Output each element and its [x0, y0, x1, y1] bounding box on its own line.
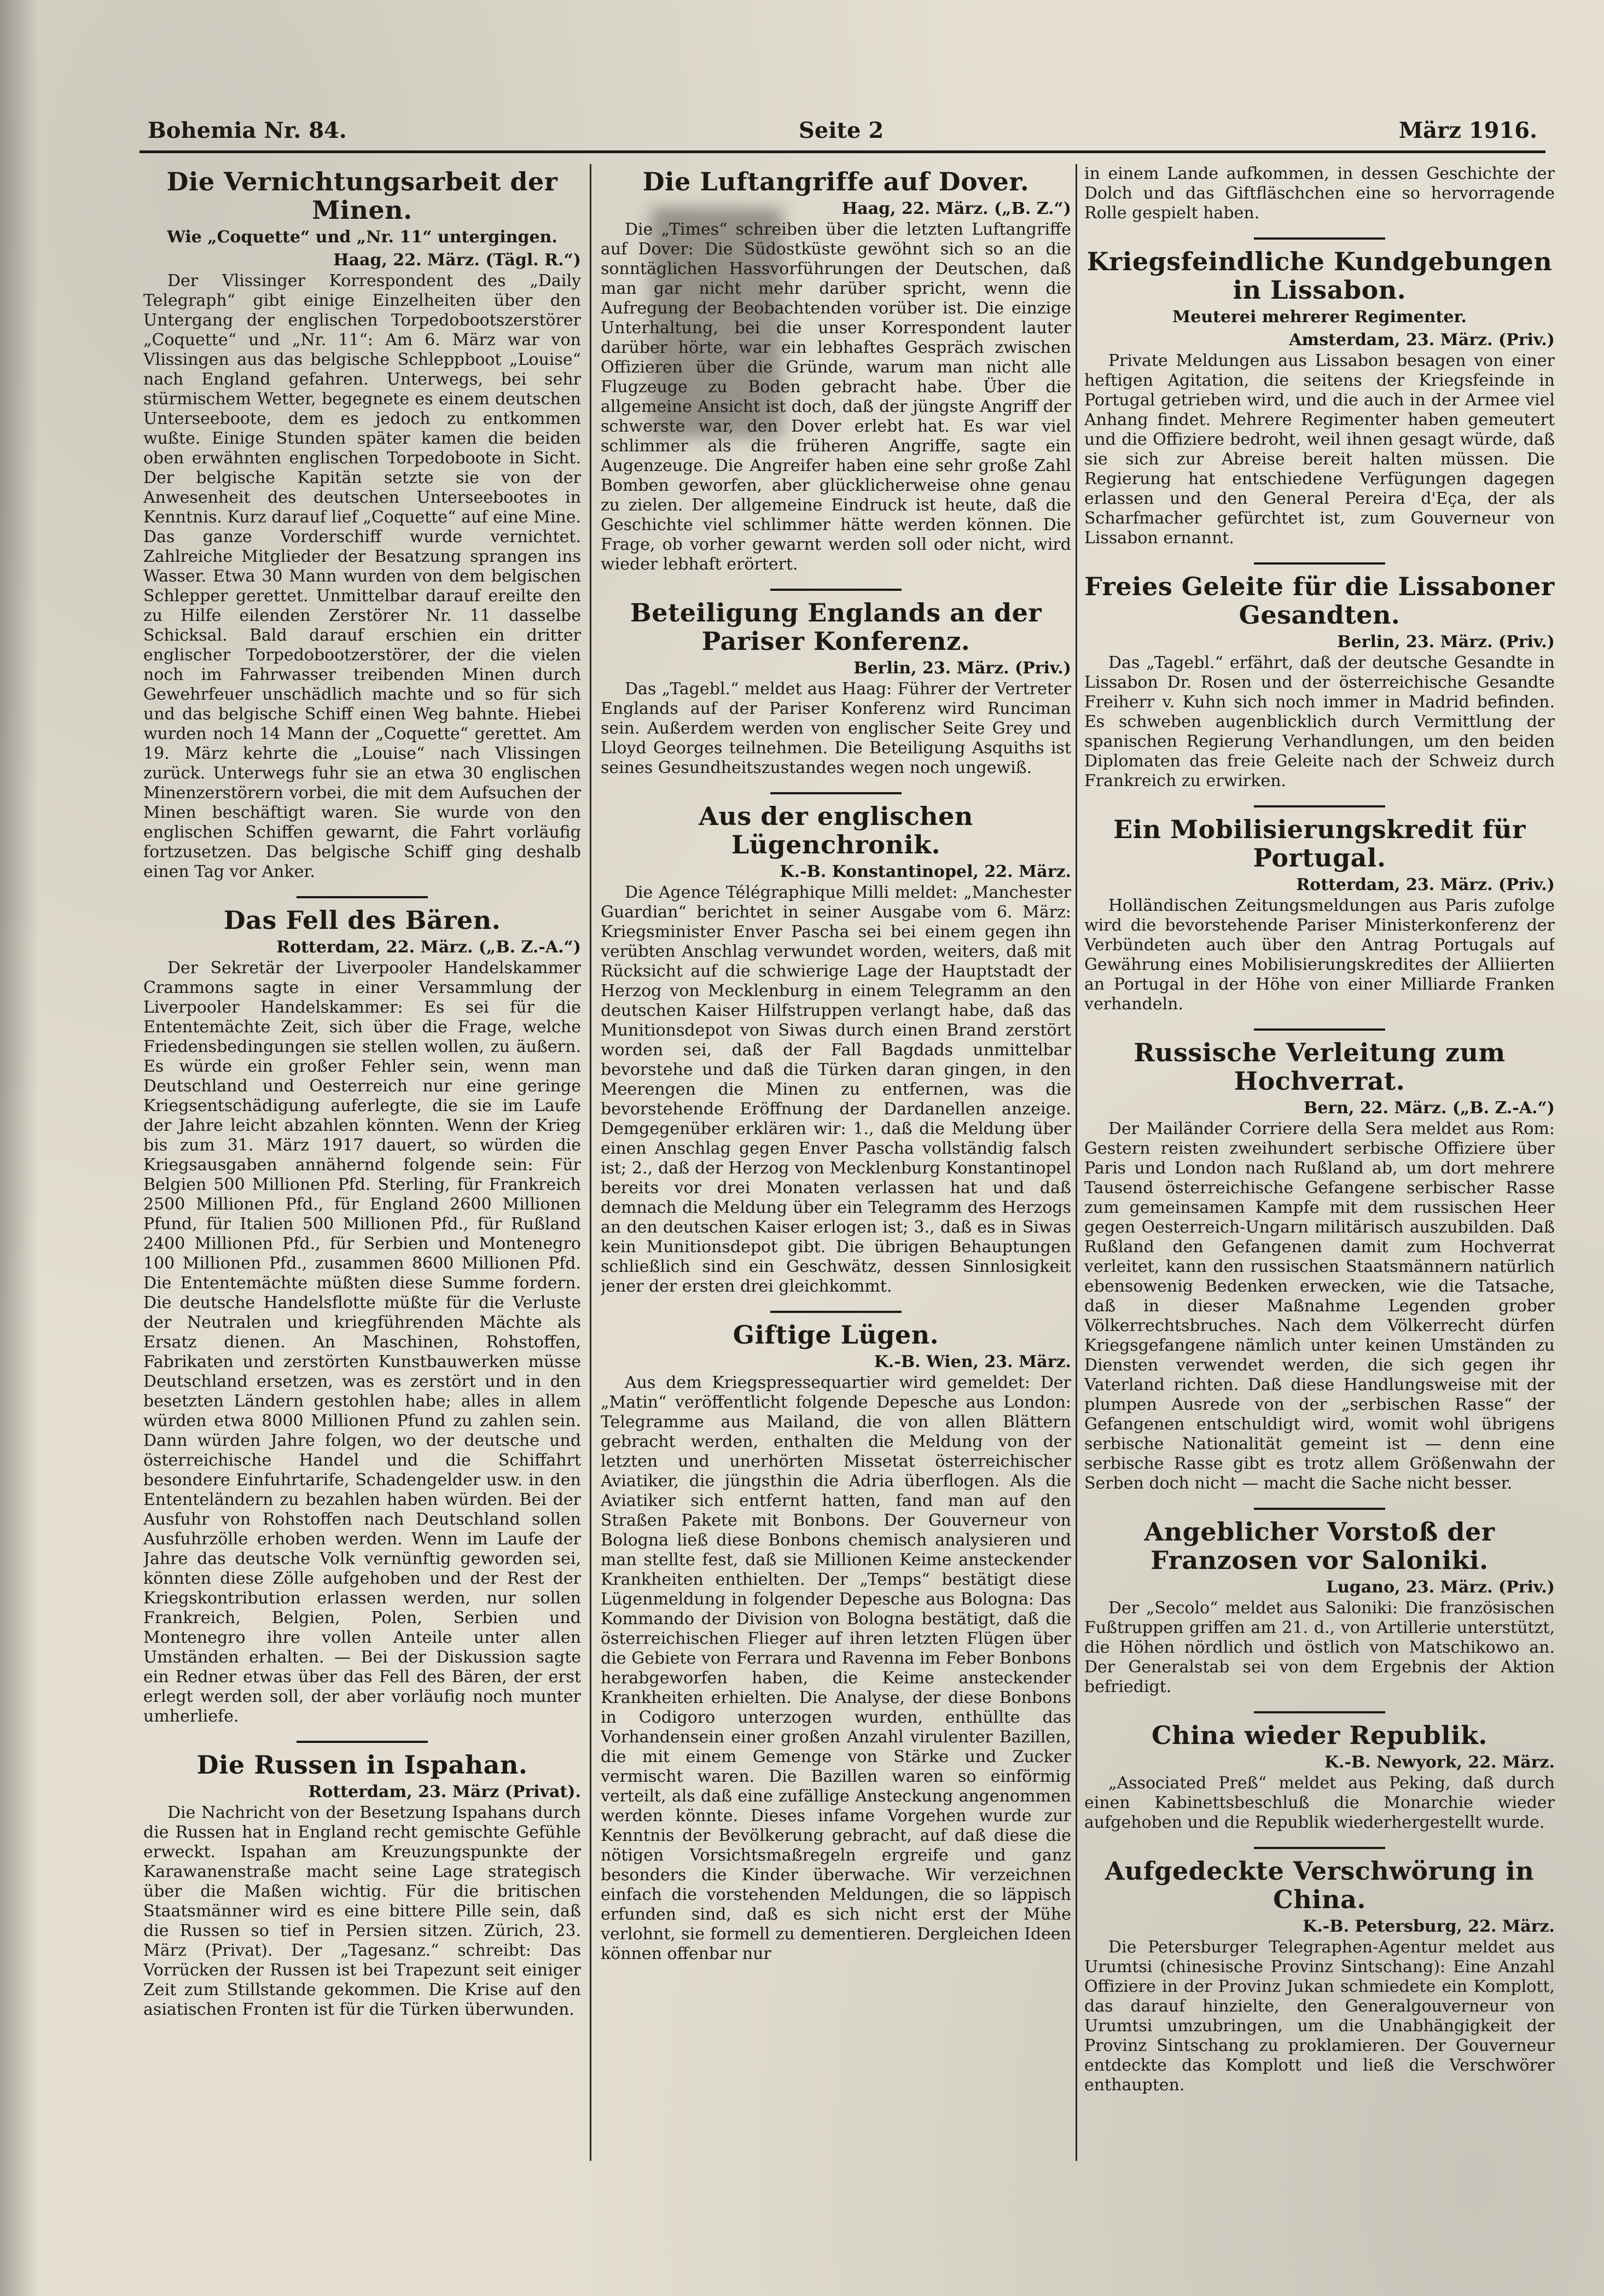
article-dateline: Haag, 22. März. (Tägl. R.“) — [333, 251, 581, 270]
header-rule — [140, 150, 1545, 153]
article-headline: Freies Geleite für die Lissaboner Gesandten. — [1084, 572, 1555, 630]
article-separator — [770, 792, 902, 794]
article-body: „Associated Preß“ meldet aus Peking, daß durch einen Kabinettsbeschluß die Monarchie wieder aufgehoben und die Republik wiederhergestellt wurde. — [1084, 1774, 1555, 1832]
article-body: Der „Secolo“ meldet aus Saloniki: Die französischen Fußtruppen griffen am 21. d., von Artillerie unterstützt, die Höhen nördlich und östlich von Matschikowo an. Der Generalstab sei von dem Ergebnis der Aktion befriedigt. — [1084, 1599, 1555, 1696]
article-separator — [1254, 1711, 1385, 1713]
masthead-issue: Bohemia Nr. 84. — [148, 118, 347, 143]
article-headline: Ein Mobilisierungskredit für Portugal. — [1113, 815, 1526, 873]
article-separator — [1254, 1028, 1385, 1031]
article-headline: Das Fell des Bären. — [223, 905, 501, 935]
article-headline: Angeblicher Vorstoß der Franzosen vor Saloniki. — [1144, 1517, 1495, 1575]
article — [143, 1751, 581, 2020]
column-3 — [1084, 164, 1555, 2188]
article — [1084, 815, 1555, 1014]
article-dateline: K.-B. Konstantinopel, 22. März. — [780, 862, 1071, 881]
article-dateline: Berlin, 23. März. (Priv.) — [853, 659, 1071, 678]
article-headline: Aufgedeckte Verschwörung in China. — [1105, 1856, 1535, 1914]
page-header — [148, 118, 1537, 150]
article-headline: Russische Verleitung zum Hochverrat. — [1134, 1038, 1506, 1096]
article — [1084, 1721, 1555, 1833]
article-separator — [297, 896, 428, 898]
article-headline: China wieder Republik. — [1152, 1720, 1487, 1750]
article-body: Private Meldungen aus Lissabon besagen von einer heftigen Agitation, die seitens der Kriegsfeinde in Portugal getrieben wird, und die auch in der Armee viel Anhang findet. Mehrere Regimenter haben gemeutert und die Offiziere bedroht, weil ihnen gesagt würde, daß sie sich zur Abreise bereit halten müssen. Die Regierung hat entschiedene Verfügungen dagegen erlassen und den General Pereira d'Eça, der als Scharfmacher gefürchtet ist, zum Gouverneur von Lissabon ernannt. — [1084, 351, 1555, 548]
article-separator — [297, 1741, 428, 1743]
article-separator — [770, 1311, 902, 1313]
article — [601, 598, 1071, 778]
article — [601, 167, 1071, 574]
article-dateline: Rotterdam, 22. März. („B. Z.-A.“) — [276, 938, 581, 957]
article-dateline: Amsterdam, 23. März. (Priv.) — [1289, 330, 1555, 350]
article-headline: Beteiligung Englands an der Pariser Konferenz. — [630, 598, 1042, 656]
article-body: Der Mailänder Corriere della Sera meldet aus Rom: Gestern reisten zweihundert serbische Offiziere über Paris und London nach Rußland ab, um dort mehrere Tausend österreichische Gefangene serbischer Rasse zum gemeinsamen Kampfe mit dem russischen Heer gegen Oesterreich-Ungarn militärisch auszubilden. Daß Rußland den Gefangenen damit zum Hochverrat verleitet, kann den russischen Staatsmännern natürlich ebensowenig Bedenken erwecken, wie die Tatsache, daß in dieser Maßnahme Legenden grober Völkerrechtsbruches. Nach dem Völkerrecht dürfen Kriegsgefangene nämlich unter keinen Umständen zu Diensten verwendet werden, die sich gegen ihr Vaterland richten. Daß diese Handlungsweise mit der plumpen Ausrede von der „serbischen Rasse“ der Gefangenen entschuldigt wird, womit wohl übrigens serbische Nationalität gemeint ist — denn eine serbische Rasse gibt es trotz allem Größenwahn der Serben doch nicht — macht die Sache nicht besser. — [1084, 1119, 1555, 1493]
article-body: Holländischen Zeitungsmeldungen aus Paris zufolge wird die bevorstehende Pariser Ministerkonferenz der Verbündeten auch über den Antrag Portugals auf Gewährung eines Mobilisierungskredites der Alliierten an Portugal in der Höhe von einer Milliarde Franken verhandeln. — [1084, 896, 1555, 1014]
article-body: Die Petersburger Telegraphen-Agentur meldet aus Urumtsi (chinesische Provinz Sintschang): Eine Anzahl Offiziere in der Provinz Jukan schmiedete ein Komplott, das darauf hinzielte, den Generalgouverneur von Urumtsi umzubringen, um die Unabhängigkeit der Provinz Sintschang zu proklamieren. Der Gouverneur entdeckte das Komplott und ließ die Verschwörer enthaupten. — [1084, 1938, 1555, 2095]
article-dateline: K.-B. Newyork, 22. März. — [1324, 1753, 1555, 1772]
article-subheadline: Wie „Coquette“ und „Nr. 11“ untergingen. — [167, 228, 557, 247]
article-body: in einem Lande aufkommen, in dessen Geschichte der Dolch und das Giftfläschchen eine so hervorragende Rolle gespielt haben. — [1084, 164, 1555, 223]
article-separator — [1254, 562, 1385, 565]
article — [1084, 1518, 1555, 1697]
scan-shadow — [0, 0, 38, 2296]
article — [143, 906, 581, 1727]
article-headline: Die Vernichtungsarbeit der Minen. — [166, 167, 558, 225]
article — [1084, 1857, 1555, 2095]
article-headline: Die Luftangriffe auf Dover. — [642, 167, 1030, 196]
article-body: Die Nachricht von der Besetzung Ispahans durch die Russen hat in England recht gemischte Gefühle erweckt. Ispahan am Kreuzungspunkte der Karawanenstraße macht seine Lage strategisch über die Maßen wichtig. Für die britischen Staatsmänner wird es eine bittere Pille sein, daß die Russen so tief in Persien sitzen. Zürich, 23. März (Privat). Der „Tagesanz.“ schreibt: Das Vorrücken der Russen ist bei Trapezunt seit einiger Zeit zum Stillstande gekommen. Die Krise auf den asiatischen Fronten ist für die Türken überwunden. — [143, 1803, 581, 2019]
article-body: Der Sekretär der Liverpooler Handelskammer Crammons sagte in einer Versammlung der Liverpooler Handelskammer: Es sei für die Ententemächte Zeit, sich über die Frage, welche Friedensbedingungen sie stellen wollen, zu äußern. Es würde ein großer Fehler sein, wenn man Deutschland und Oesterreich nur eine geringe Kriegsentschädigung auferlegte, die sie im Laufe der Jahre leicht abzahlen könnten. Wenn der Krieg bis zum 31. März 1917 dauert, so würden die Kriegsausgaben annähernd folgende sein: Für Belgien 500 Millionen Pfd. Sterling, für Frankreich 2500 Millionen Pfd., für England 2600 Millionen Pfund, für Italien 500 Millionen Pfd., für Rußland 2400 Millionen Pfd., für Serbien und Montenegro 100 Millionen Pfd., zusammen 8600 Millionen Pfd. Die Ententemächte müßten diese Summe fordern. Die deutsche Handelsflotte müßte für die Verluste der Neutralen und kriegführenden Mächte als Ersatz dienen. An Maschinen, Rohstoffen, Fabrikaten und zerstörten Kunstbauwerken müsse Deutschland ersetzen, was es zerstört und in den besetzten Ländern gestohlen habe; alles in allem würden etwa 8000 Millionen Pfund zu zahlen sein. Dann würden Jahre folgen, wo der deutsche und österreichische Handel und die Schiffahrt besondere Einfuhrtarife, Schadengelder usw. in den Ententeländern zu bezahlen haben würden. Bei der Ausfuhr von Rohstoffen nach Deutschland sollen Ausfuhrzölle erhoben werden. Wenn im Laufe der Jahre das deutsche Volk vernünftig geworden sei, könnten diese Zölle aufgehoben und der Rest der Kriegskontribution erlassen werden, nur sollen Frankreich, Belgien, Polen, Serbien und Montenegro ihre vollen Anteile unter allen Umständen erhalten. — Bei der Diskussion sagte ein Redner etwas über das Fell des Bären, der erst erlegt werden soll, der aber vorläufig noch munter umherliefe. — [143, 958, 581, 1726]
article — [601, 802, 1071, 1297]
issue-date: März 1916. — [1398, 118, 1537, 143]
article-dateline: Haag, 22. März. („B. Z.“) — [841, 199, 1071, 218]
article — [601, 1321, 1071, 1964]
column-2 — [601, 164, 1071, 2188]
article-dateline: K.-B. Petersburg, 22. März. — [1303, 1917, 1555, 1936]
article-dateline: Lugano, 23. März. (Priv.) — [1326, 1578, 1555, 1597]
article-dateline: K.-B. Wien, 23. März. — [874, 1352, 1071, 1371]
article-body: Die Agence Télégraphique Milli meldet: „Manchester Guardian“ berichtet in seiner Ausgabe vom 6. März: Kriegsminister Enver Pascha sei bei einem gegen ihn verübten Anschlag verwundet worden, weiters, daß mit Rücksicht auf die schwierige Lage der Hauptstadt der Herzog von Mecklenburg in einem Telegramm an den deutschen Kaiser Hilfstruppen verlangt habe, daß das Munitionsdepot von Siwas durch einen Brand zerstört worden sei, daß der Fall Bagdads unmittelbar bevorstehe und daß die Türken daran gingen, in den Meerengen die Minen zu entfernen, was die bevorstehende Eröffnung der Dardanellen anzeige. Demgegenüber erklären wir: 1., daß die Meldung über einen Anschlag gegen Enver Pascha vollständig falsch ist; 2., daß der Herzog von Mecklenburg Konstantinopel bereits vor drei Monaten verlassen hat und daß demnach die Meldung über ein Telegramm des Herzogs an den deutschen Kaiser erlogen ist; 3., daß es in Siwas kein Munitionsdepot gibt. Die übrigen Behauptungen schließlich sind ein Geschwätz, dessen Sinnlosigkeit jener der ersten drei gleichkommt. — [601, 883, 1071, 1296]
article-continuation — [1084, 164, 1555, 223]
article-headline: Giftige Lügen. — [733, 1320, 939, 1350]
article-dateline: Bern, 22. März. („B. Z.-A.“) — [1303, 1098, 1555, 1118]
article — [1084, 1038, 1555, 1493]
article-separator — [1254, 805, 1385, 807]
article-dateline: Rotterdam, 23. März. (Priv.) — [1296, 875, 1555, 894]
article-headline: Kriegsfeindliche Kundgebungen in Lissabon. — [1086, 247, 1553, 305]
article-headline: Aus der englischen Lügenchronik. — [699, 801, 973, 859]
article-separator — [1254, 1847, 1385, 1849]
article-body: Der Vlissinger Korrespondent des „Daily Telegraph“ gibt einige Einzelheiten über den Untergang der englischen Torpedobootszerstörer „Coquette“ und „Nr. 11“: Am 6. März war von Vlissingen aus das belgische Schleppboot „Louise“ nach England gefahren. Unterwegs, bei sehr stürmischem Wetter, begegnete es einem deutschen Unterseeboote, dem es jedoch zu entkommen wußte. Einige Stunden später kamen die beiden oben erwähnten englischen Torpedoboote in Sicht. Der belgische Kapitän setzte sie von der Anwesenheit des deutschen Unterseebootes in Kenntnis. Kurz darauf lief „Coquette“ auf eine Mine. Das ganze Vorderschiff wurde vernichtet. Zahlreiche Mitglieder der Besatzung sprangen ins Wasser. Etwa 30 Mann wurden von dem belgischen Schlepper gerettet. Unmittelbar darauf ereilte den zu Hilfe eilenden Zerstörer Nr. 11 dasselbe Schicksal. Bald darauf erschien ein dritter englischer Torpedobootzerstörer, der die vielen noch im Fahrwasser treibenden Minen durch Gewehrfeuer unschädlich machte und so für sich und das belgische Schiff einen Weg bahnte. Hiebei wurden noch 14 Mann der „Coquette“ gerettet. Am 19. März kehrte die „Louise“ nach Vlissingen zurück. Unterwegs fuhr sie an etwa 30 englischen Minenzerstörern vorbei, die mit dem Aufsuchen der Minen beschäftigt waren. Sie wurde von den englischen Schiffen gewarnt, die Fahrt vorläufig fortzusetzen. Das belgische Schiff ging deshalb einen Tag vor Anker. — [143, 271, 581, 881]
article-separator — [770, 589, 902, 591]
article-body: Das „Tagebl.“ erfährt, daß der deutsche Gesandte in Lissabon Dr. Rosen und der österreichische Gesandte Freiherr v. Kuhn sich noch immer in Madrid befinden. Es schweben augenblicklich durch Vermittlung der spanischen Regierung Verhandlungen, um den beiden Diplomaten das freie Geleite nach der Schweiz durch Frankreich zu erwirken. — [1084, 653, 1555, 790]
page-number: Seite 2 — [799, 118, 884, 143]
article — [1084, 247, 1555, 548]
article — [143, 167, 581, 882]
column-1 — [143, 164, 581, 2188]
column-divider — [1076, 164, 1077, 2161]
article — [1084, 572, 1555, 791]
article-separator — [1254, 237, 1385, 240]
article-subheadline: Meuterei mehrerer Regimenter. — [1172, 307, 1467, 327]
article-dateline: Berlin, 23. März. (Priv.) — [1337, 632, 1555, 652]
article-body: Das „Tagebl.“ meldet aus Haag: Führer der Vertreter Englands auf der Pariser Konferenz wird Runciman sein. Außerdem werden von englischer Seite Grey und Lloyd Georges teilnehmen. Die Beteiligung Asquiths ist seines Gesundheitszustandes wegen noch ungewiß. — [601, 679, 1071, 777]
article-separator — [1254, 1508, 1385, 1510]
column-divider — [590, 164, 591, 2161]
article-dateline: Rotterdam, 23. März (Privat). — [308, 1782, 581, 1801]
article-body: Die „Times“ schreiben über die letzten Luftangriffe auf Dover: Die Südostküste gewöhnt sich so an die sonntäglichen Hassvorführungen der Deutschen, daß man gar nicht mehr darüber spricht, wenn die Aufregung der Beobachtenden vorüber ist. Die einzige Unterhaltung, bei die unser Korrespondent lauter darüber hörte, war ein lebhaftes Gespräch zwischen Offizieren über die Gründe, warum man nicht alle Flugzeuge zu Boden gebracht habe. Über die allgemeine Ansicht ist doch, daß der jüngste Angriff der schwerste war, den Dover erlebt hat. Es war viel schlimmer als die früheren Angriffe, sagte ein Augenzeuge. Die Angreifer haben eine sehr große Zahl Bomben geworfen, aber glücklicherweise ohne genau zu zielen. Der allgemeine Eindruck ist heute, daß die Geschichte viel schlimmer hätte werden können. Die Frage, ob vorher gewarnt werden soll oder nicht, wird wieder lebhaft erörtert. — [601, 220, 1071, 574]
article-headline: Die Russen in Ispahan. — [196, 1750, 528, 1780]
article-body: Aus dem Kriegspressequartier wird gemeldet: Der „Matin“ veröffentlicht folgende Depesche aus London: Telegramme aus Mailand, die von allen Blättern gebracht werden, enthalten die Meldung von der letzten und unerhörten Missetat österreichischer Aviatiker, die jüngsthin die Adria überflogen. Als die Aviatiker sich entfernt hatten, fand man auf den Straßen Pakete mit Bonbons. Der Gouverneur von Bologna ließ diese Bonbons chemisch analysieren und man stellte fest, daß sie Millionen Keime ansteckender Krankheiten enthielten. Der „Temps“ bestätigt diese Lügenmeldung in folgender Depesche aus Bologna: Das Kommando der Division von Bologna bestätigt, daß die österreichischen Flieger auf ihren letzten Flügen über die Gebiete von Ferrara und Ravenna im Feber Bonbons herabgeworfen haben, die Keime ansteckender Krankheiten erhielten. Die Analyse, der diese Bonbons in Codigoro unterzogen wurden, enthüllte das Vorhandensein einer großen Anzahl virulenter Bazillen, die mit einem Gemenge von Stärke und Zucker vermischt waren. Die Bazillen waren so einförmig verteilt, als daß eine zufällige Ansteckung angenommen werden könnte. Dieses infame Vorgehen wurde zur Kenntnis der Bevölkerung gebracht, auf daß diese die nötigen Vorsichtsmaßregeln ergreife und ganz besonders die Kinder überwache. Wir verzeichnen einfach die vorstehenden Meldungen, die so läppisch erfunden sind, daß es sich nicht erst der Mühe verlohnt, sie formell zu dementieren. Dergleichen Ideen können offenbar nur — [601, 1373, 1071, 1963]
